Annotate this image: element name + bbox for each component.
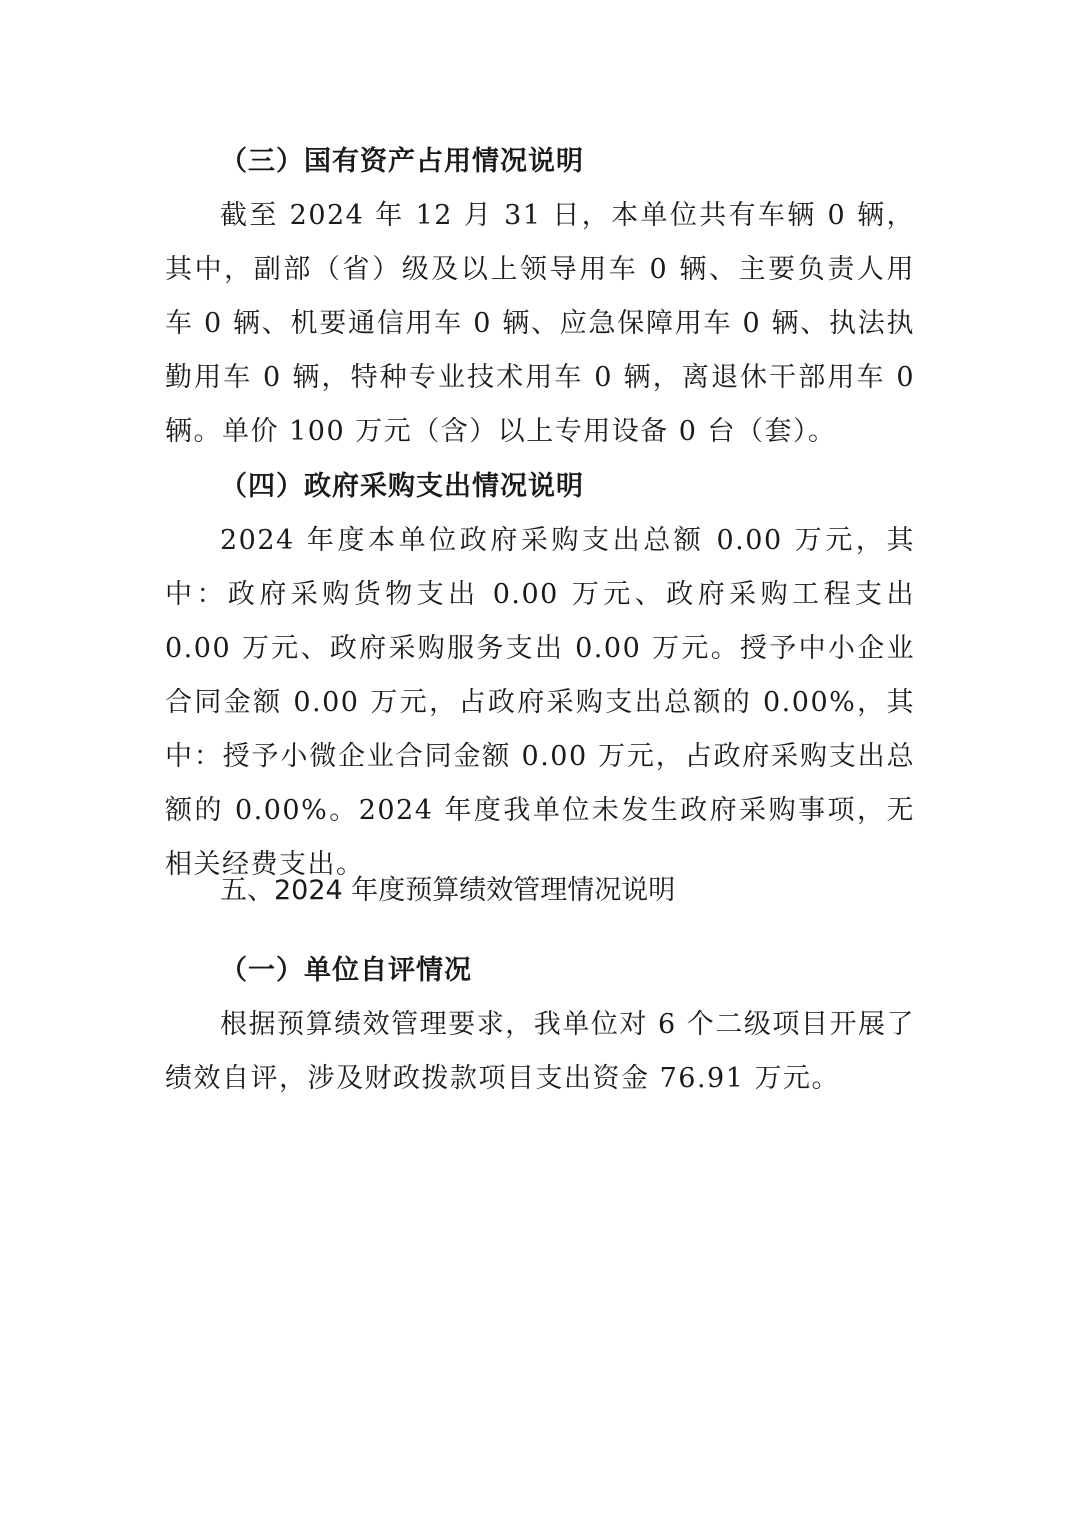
section-state-assets (165, 135, 915, 459)
section-government-procurement (165, 460, 915, 892)
heading-self-evaluation: （一）单位自评情况 (220, 955, 472, 986)
heading-state-assets: （三）国有资产占用情况说明 (220, 146, 584, 177)
paragraph-self-evaluation: 根据预算绩效管理要求，我单位对 6 个二级项目开展了绩效自评，涉及财政拨款项目支出资金 76.91 万元。 (165, 1009, 915, 1094)
section-self-evaluation (165, 944, 915, 1106)
paragraph-government-procurement: 2024 年度本单位政府采购支出总额 0.00 万元，其中：政府采购货物支出 0.00 万元、政府采购工程支出 0.00 万元、政府采购服务支出 0.00 万元。授予中小企业合同金额 0.00 万元，占政府采购支出总额的 0.00%，其中：授予小微企业合同金额 0.00 万元，占政府采购支出总额的 0.00%。2024 年度我单位未发生政府采购事项，无相关经费支出。 (165, 525, 915, 880)
heading-government-procurement: （四）政府采购支出情况说明 (220, 471, 584, 502)
paragraph-state-assets: 截至 2024 年 12 月 31 日，本单位共有车辆 0 辆，其中，副部（省）级及以上领导用车 0 辆、主要负责人用车 0 辆、机要通信用车 0 辆、应急保障用车 0 辆、执法执勤用车 0 辆，特种专业技术用车 0 辆，离退休干部用车 0 辆。单价 100 万元（含）以上专用设备 0 台（套）。 (165, 200, 915, 447)
heading-budget-performance: 五、2024 年度预算绩效管理情况说明 (220, 875, 676, 906)
section-budget-performance (165, 864, 915, 918)
